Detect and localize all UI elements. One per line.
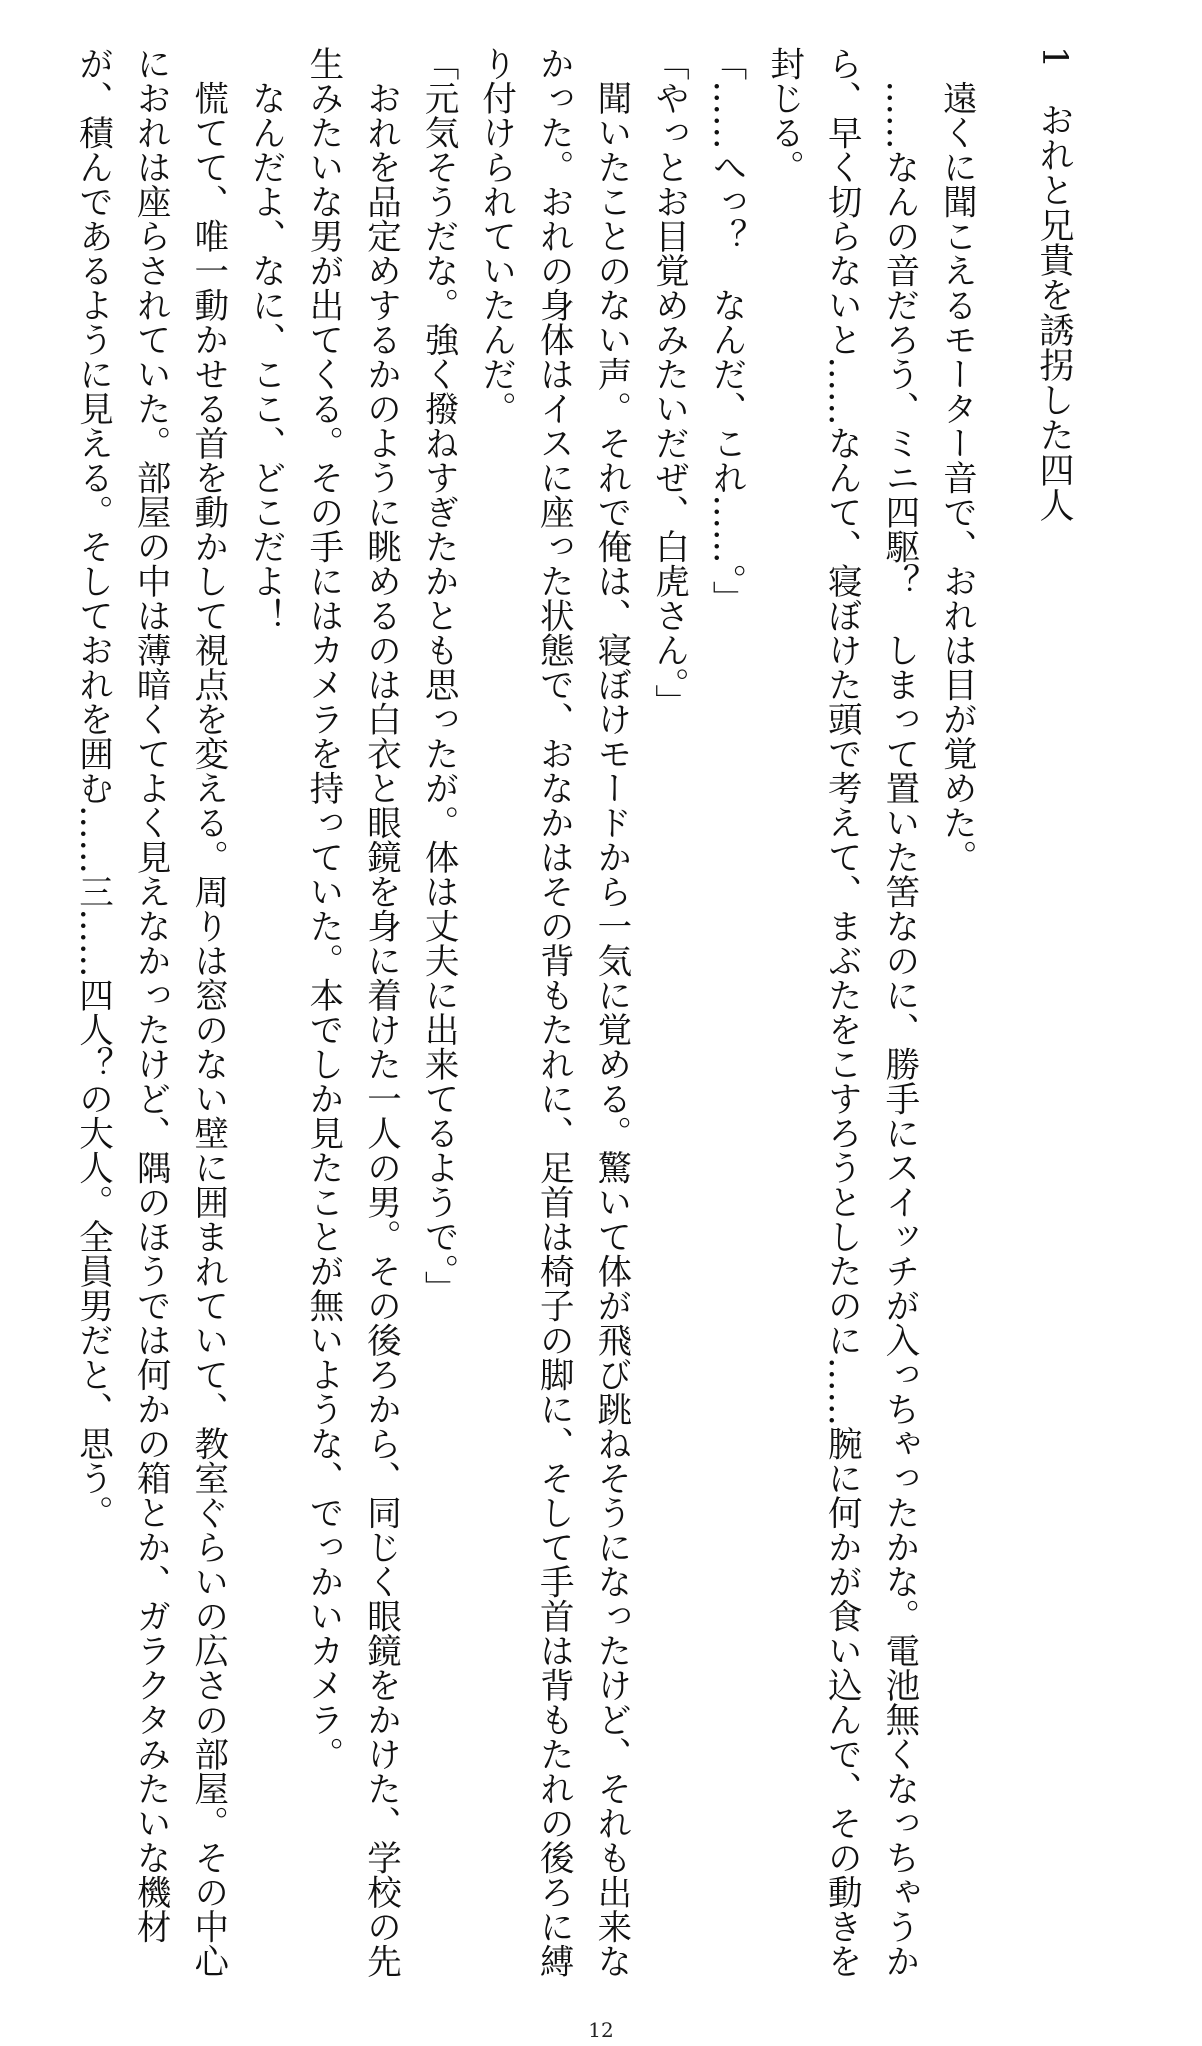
paragraph: 慌てて、唯一動かせる首を動かして視点を変える。周りは窓のない壁に囲まれていて、教室ぐらいの広さの部屋。その中心におれは座らされていた。部屋の中は薄暗くてよく見えなかったけど、隅のほうでは何かの箱とか、ガラクタみたいな機材が、積んであるように見える。そしておれを囲む……三……四人？の大人。全員男だと、思う。: [72, 46, 228, 1978]
dialogue-line: 「……へっ？ なんだ、これ……。」: [706, 46, 747, 616]
chapter-title: おれと兄貴を誘拐した四人: [1034, 102, 1074, 523]
paragraph: ……なんの音だろう、ミニ四駆？ しまって置いた筈なのに、勝手にスイッチが入っちゃったかな。電池無くなっちゃうから、早く切らないと……なんて、寝ぼけた頭で考えて、まぶたをこすろうとしたのに……腕に何かが食い込んで、その動きを封じる。: [763, 46, 919, 1978]
paragraph: なんだよ、なに、ここ、どこだよ！: [245, 46, 286, 633]
page-number: 12: [588, 2018, 614, 2042]
vertical-text-body: [63, 46, 1082, 2006]
chapter-number: 1: [1034, 46, 1074, 69]
paragraph: 聞いたことのない声。それで俺は、寝ぼけモードから一気に覚める。驚いて体が飛び跳ねそうになったけど、それも出来なかった。おれの身体はイスに座った状態で、おなかはその背もたれに、足首は椅子の脚に、そして手首は背もたれの後ろに縛り付けられていたんだ。: [475, 46, 631, 1978]
dialogue-line: 「やっとお目覚めみたいだぜ、白虎さん。」: [648, 46, 689, 719]
chapter-heading: [1024, 46, 1082, 2006]
paragraph: 遠くに聞こえるモーター音で、おれは目が覚めた。: [936, 46, 977, 874]
paragraph: おれを品定めするかのように眺めるのは白衣と眼鏡を身に着けた一人の男。その後ろから、同じく眼鏡をかけた、学校の先生みたいな男が出てくる。その手にはカメラを持っていた。本でしか見たことが無いような、でっかいカメラ。: [302, 46, 401, 1978]
dialogue-line: 「元気そうだな。強く撥ねすぎたかとも思ったが。体は丈夫に出来てるようで。」: [418, 46, 459, 1306]
